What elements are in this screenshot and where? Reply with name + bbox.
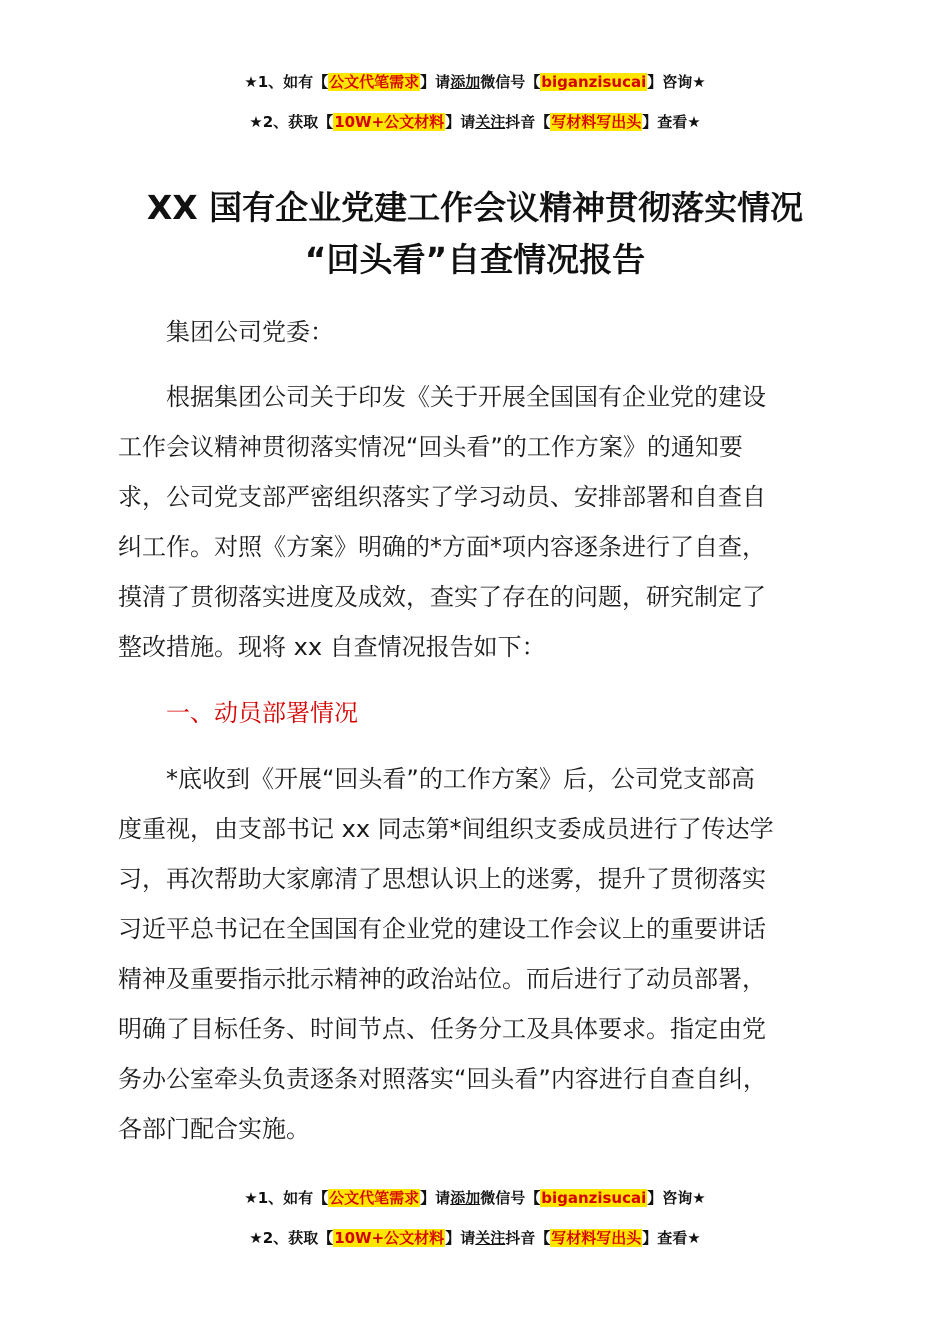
promo-text: 】查看★ [642,1229,701,1247]
promo-highlight: 写材料写出头 [551,1229,642,1247]
promo-text: ★1、如有【 [244,73,329,91]
promo-underline: 添加 [450,73,481,91]
promo-line-2-bottom [0,1228,950,1248]
paragraph-line: 习，再次帮助大家廓清了思想认识上的迷雾，提升了贯彻落实 [118,865,766,893]
promo-text: 抖音【 [505,1229,551,1247]
promo-text: ★2、获取【 [249,1229,334,1247]
promo-text: 】咨询★ [647,73,706,91]
paragraph-2 [118,754,858,1154]
paragraph-line: 求，公司党支部严密组织落实了学习动员、安排部署和自查自 [118,483,766,511]
document-title-line-1: XX 国有企业党建工作会议精神贯彻落实情况 [146,188,804,227]
section-1-heading: 一、动员部署情况 [166,699,358,727]
promo-text: ★2、获取【 [249,113,334,131]
promo-line-1-bottom [0,1188,950,1208]
paragraph-line: 摸清了贯彻落实进度及成效，查实了存在的问题，研究制定了 [118,583,766,611]
promo-highlight: 公文代笔需求 [329,73,420,91]
promo-highlight: 写材料写出头 [551,113,642,131]
promo-text: 微信号【 [480,73,541,91]
paragraph-line: *底收到《开展“回头看”的工作方案》后，公司党支部高 [166,765,755,793]
promo-text: 】请 [445,113,476,131]
promo-text: 】查看★ [642,113,701,131]
promo-line-1 [0,72,950,92]
paragraph-line: 精神及重要指示批示精神的政治站位。而后进行了动员部署， [118,965,766,993]
promo-text: 抖音【 [505,113,551,131]
salutation [118,307,858,357]
paragraph-line: 度重视，由支部书记 xx 同志第*间组织支委成员进行了传达学 [118,815,774,843]
promo-text: 】请 [420,1189,451,1207]
promo-line-2 [0,112,950,132]
promo-highlight: 10W+公文材料 [334,113,445,131]
promo-text: 】请 [420,73,451,91]
paragraph-line: 习近平总书记在全国国有企业党的建设工作会议上的重要讲话 [118,915,766,943]
paragraph-line: 整改措施。现将 xx 自查情况报告如下： [118,633,546,661]
promo-text: 】咨询★ [647,1189,706,1207]
promo-underline: 关注 [475,113,506,131]
promo-text: 】请 [445,1229,476,1247]
paragraph-line: 务办公室牵头负责逐条对照落实“回头看”内容进行自查自纠， [118,1065,767,1093]
promo-highlight: biganzisucai [541,73,647,91]
promo-highlight: biganzisucai [541,1189,647,1207]
promo-underline: 关注 [475,1229,506,1247]
document-title-line-2: “回头看”自查情况报告 [304,240,646,279]
paragraph-1 [118,372,858,672]
paragraph-line: 根据集团公司关于印发《关于开展全国国有企业党的建设 [166,383,766,411]
paragraph-line: 纠工作。对照《方案》明确的*方面*项内容逐条进行了自查， [118,533,766,561]
promo-underline: 添加 [450,1189,481,1207]
promo-text: ★1、如有【 [244,1189,329,1207]
salutation-text: 集团公司党委： [166,318,334,346]
promo-text: 微信号【 [480,1189,541,1207]
paragraph-line: 工作会议精神贯彻落实情况“回头看”的工作方案》的通知要 [118,433,743,461]
promo-highlight: 10W+公文材料 [334,1229,445,1247]
promo-highlight: 公文代笔需求 [329,1189,420,1207]
paragraph-line: 各部门配合实施。 [118,1115,310,1143]
paragraph-line: 明确了目标任务、时间节点、任务分工及具体要求。指定由党 [118,1015,766,1043]
